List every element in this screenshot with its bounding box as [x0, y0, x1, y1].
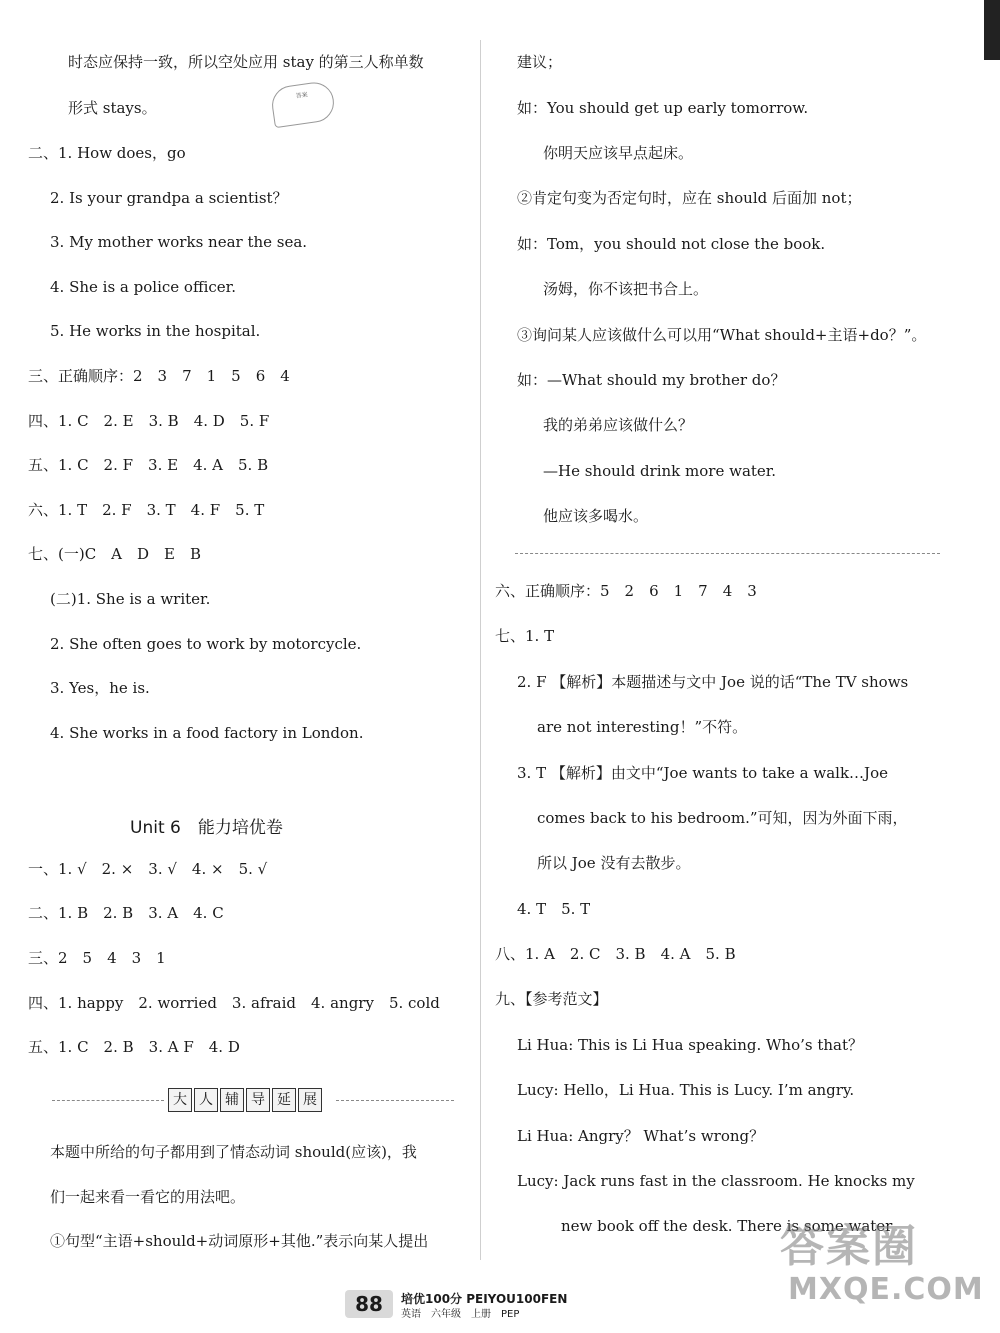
tutor-extension-banner — [168, 1088, 322, 1112]
right-answer-line: 七、1. T — [495, 627, 555, 645]
right-answer-line: 如：—What should my brother do？ — [517, 371, 786, 389]
banner-char: 大 — [168, 1088, 192, 1112]
banner-divider-right — [336, 1100, 454, 1101]
left-answer-line: 形式 stays。 — [68, 99, 157, 117]
section-divider — [515, 553, 940, 554]
left-answer-line: 四、1. C 2. E 3. B 4. D 5. F — [28, 412, 270, 430]
watermark-url: MXQE.COM — [788, 1272, 984, 1307]
banner-char: 延 — [272, 1088, 296, 1112]
left-answer-line: 们一起来看一看它的用法吧。 — [50, 1188, 246, 1206]
left-answer-line: 4. She works in a food factory in London. — [50, 724, 364, 742]
book-subtitle: 英语 六年级 上册 PEP — [401, 1309, 520, 1320]
banner-char: 辅 — [220, 1088, 244, 1112]
right-answer-line: —He should drink more water. — [543, 462, 777, 480]
left-answer-line: 二、1. B 2. B 3. A 4. C — [28, 904, 224, 922]
left-answer-line: 三、正确顺序：2 3 7 1 5 6 4 — [28, 367, 290, 385]
right-answer-line: 如：You should get up early tomorrow. — [517, 99, 809, 117]
left-answer-line: ①句型“主语+should+动词原形+其他.”表示向某人提出 — [50, 1232, 429, 1250]
right-answer-line: ③询问某人应该做什么可以用“What should+主语+do？”。 — [517, 326, 927, 344]
right-answer-line: 六、正确顺序：5 2 6 1 7 4 3 — [495, 582, 757, 600]
stamp-mark: 答案 — [270, 80, 337, 128]
left-answer-line: 3. Yes，he is. — [50, 679, 150, 697]
right-answer-line: Li Hua: Angry？ What’s wrong？ — [517, 1127, 765, 1145]
scan-edge — [984, 0, 1000, 60]
left-answer-line: 三、2 5 4 3 1 — [28, 949, 166, 967]
banner-char: 人 — [194, 1088, 218, 1112]
page-footer — [345, 1290, 605, 1320]
left-answer-line: 5. He works in the hospital. — [50, 322, 261, 340]
left-answer-line: 七、(一)C A D E B — [28, 545, 202, 563]
right-answer-line: 所以 Joe 没有去散步。 — [537, 854, 691, 872]
banner-char: 展 — [298, 1088, 322, 1112]
banner-char: 导 — [246, 1088, 270, 1112]
left-answer-line: 时态应保持一致，所以空处应用 stay 的第三人称单数 — [68, 53, 424, 71]
right-answer-line: 3. T 【解析】由文中“Joe wants to take a walk…Joe — [517, 764, 888, 782]
left-answer-line: 六、1. T 2. F 3. T 4. F 5. T — [28, 501, 265, 519]
left-answer-line: 一、1. √ 2. × 3. √ 4. × 5. √ — [28, 860, 268, 878]
left-answer-line: 五、1. C 2. F 3. E 4. A 5. B — [28, 456, 269, 474]
right-answer-line: 建议； — [517, 53, 563, 71]
left-answer-line: 2. She often goes to work by motorcycle. — [50, 635, 362, 653]
right-answer-line: 九、【参考范文】 — [495, 990, 608, 1008]
unit-title: Unit 6 能力培优卷 — [130, 818, 283, 838]
right-answer-line: ②肯定句变为否定句时，应在 should 后面加 not； — [517, 189, 862, 207]
right-answer-line: Lucy: Hello，Li Hua. This is Lucy. I’m angry. — [517, 1081, 855, 1099]
brand-name: 培优100分 PEIYOU100FEN — [401, 1292, 568, 1306]
right-answer-line: 4. T 5. T — [517, 900, 591, 918]
site-watermark — [770, 1210, 990, 1330]
left-answer-line: 2. Is your grandpa a scientist？ — [50, 189, 288, 207]
left-answer-line: (二)1. She is a writer. — [50, 590, 211, 608]
left-answer-line: 3. My mother works near the sea. — [50, 233, 308, 251]
right-answer-line: comes back to his bedroom.”可知，因为外面下雨， — [537, 809, 908, 827]
left-answer-line: 五、1. C 2. B 3. A F 4. D — [28, 1038, 240, 1056]
left-answer-line: 本题中所给的句子都用到了情态动词 should(应该)，我 — [50, 1143, 417, 1161]
right-answer-line: 你明天应该早点起床。 — [543, 144, 694, 162]
right-answer-line: Li Hua: This is Li Hua speaking. Who’s that？ — [517, 1036, 864, 1054]
right-answer-line: 他应该多喝水。 — [543, 507, 649, 525]
right-answer-line: 汤姆，你不该把书合上。 — [543, 280, 709, 298]
right-answer-line: 如：Tom，you should not close the book. — [517, 235, 826, 253]
right-answer-line: are not interesting！”不符。 — [537, 718, 748, 736]
column-divider — [480, 40, 481, 1260]
banner-divider-left — [52, 1100, 164, 1101]
right-answer-line: 八、1. A 2. C 3. B 4. A 5. B — [495, 945, 736, 963]
right-answer-line: 我的弟弟应该做什么？ — [543, 416, 694, 434]
page-number: 88 — [345, 1290, 393, 1318]
left-answer-line: 二、1. How does，go — [28, 144, 186, 162]
right-answer-line: new book off the desk. There is some water — [561, 1217, 893, 1235]
watermark-logo-text: 答案圈 — [780, 1221, 918, 1272]
left-answer-line: 四、1. happy 2. worried 3. afraid 4. angry 5. cold — [28, 994, 440, 1012]
right-answer-line: 2. F 【解析】本题描述与文中 Joe 说的话“The TV shows — [517, 673, 909, 691]
left-answer-line: 4. She is a police officer. — [50, 278, 236, 296]
right-answer-line: Lucy: Jack runs fast in the classroom. He knocks my — [517, 1172, 915, 1190]
